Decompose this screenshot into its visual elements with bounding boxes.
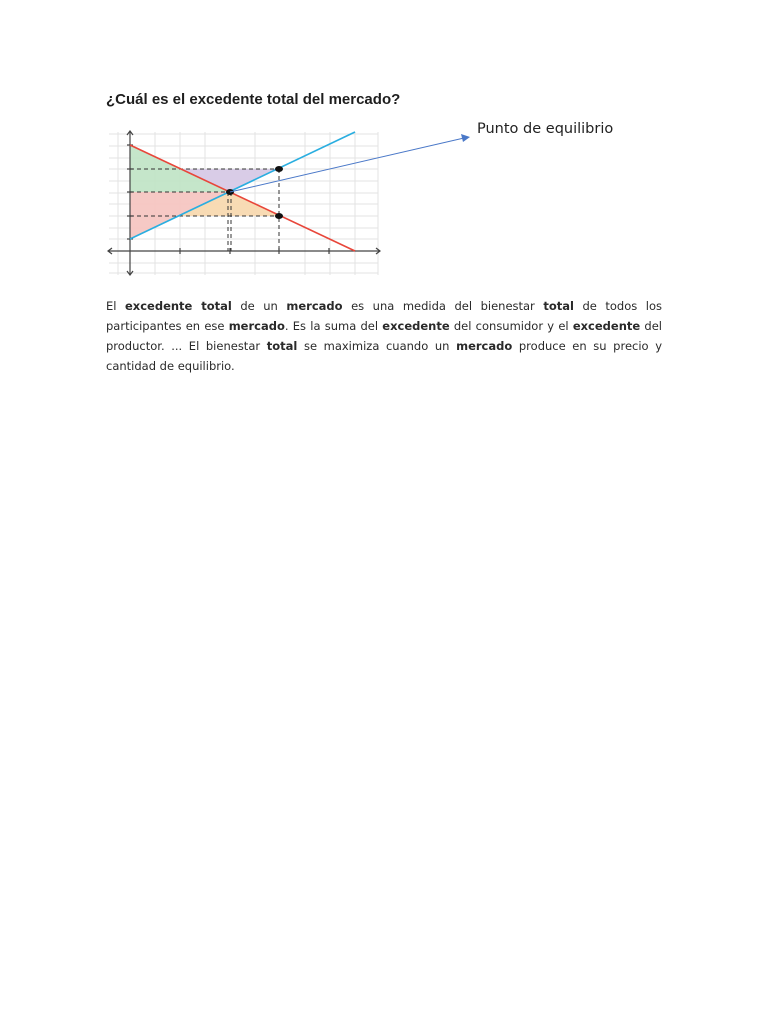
equilibrium-callout-label: Punto de equilibrio [477, 121, 614, 137]
bold-term: mercado [286, 299, 343, 313]
lower-point [275, 213, 283, 219]
bold-term: excedente [572, 319, 641, 333]
text-run: es una medida del bienestar [342, 299, 544, 313]
bold-term: mercado [228, 319, 285, 333]
text-run: se maximiza cuando un [297, 339, 457, 353]
text-run: produce en su precio y cantidad de equilibrio. [106, 339, 663, 373]
text-run: El [106, 299, 125, 313]
upper-point [275, 166, 283, 172]
bold-term: total [543, 299, 574, 313]
arrow-right-icon [230, 134, 470, 192]
bold-term: mercado [456, 339, 513, 353]
text-run: del consumidor y el [449, 319, 573, 333]
bold-term: excedente total [125, 299, 232, 313]
text-run: del productor. ... El bienestar [106, 319, 662, 353]
bold-term: total [266, 339, 298, 353]
text-run: de todos los participantes en ese [106, 299, 662, 333]
body-paragraph [106, 296, 662, 376]
text-run: de un [231, 299, 287, 313]
text-run: . Es la suma del [284, 319, 383, 333]
surplus-diagram [100, 118, 640, 283]
bold-term: excedente [382, 319, 450, 333]
page-title: ¿Cuál es el excedente total del mercado? [106, 91, 401, 108]
